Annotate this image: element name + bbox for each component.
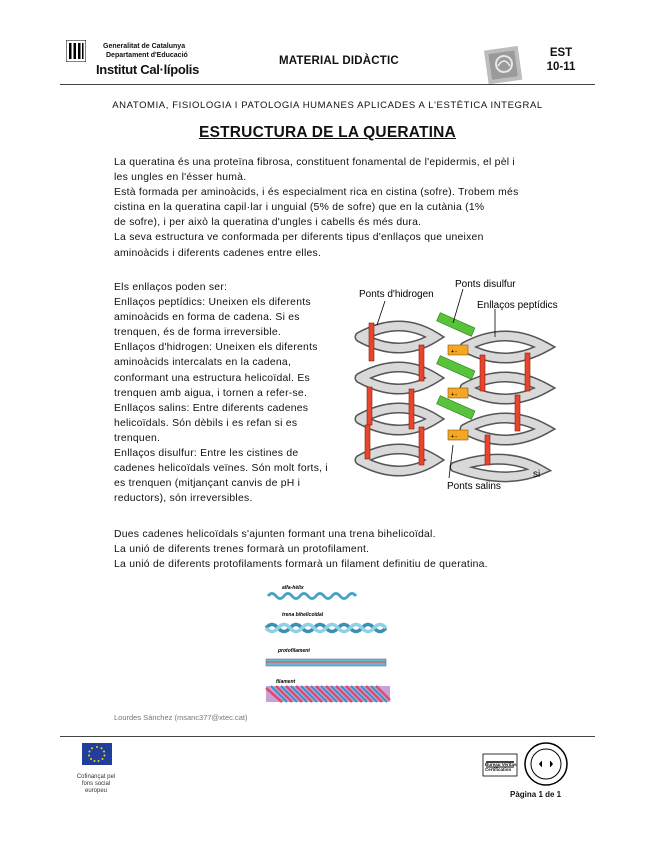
intro-line: La seva estructura ve conformada per diferents tipus d'enllaços que uneixen	[114, 232, 484, 244]
author-credit: Lourdes Sánchez (msanc377@xtec.cat)	[114, 713, 248, 722]
bonds-line: Els enllaços poden ser:	[114, 282, 228, 293]
bonds-line: trenquen.	[114, 432, 161, 444]
code-line-2: 10-11	[546, 61, 576, 73]
intro-paragraph	[114, 155, 554, 261]
page-title: ESTRUCTURA DE LA QUERATINA	[199, 124, 456, 141]
disulfide-bridges	[437, 313, 475, 420]
document-code	[540, 46, 582, 74]
intro-line: La queratina és una proteïna fibrosa, constituent fonamental de l'epidermis, el pèl i	[114, 157, 515, 168]
header-divider	[60, 84, 595, 85]
salt-sign: + -	[451, 434, 457, 440]
bonds-line: Enllaços salins: Entre diferents cadenes	[114, 402, 309, 414]
label-alpha-helix: alfa-hèlix	[282, 585, 304, 591]
alpha-helix-fiber	[268, 594, 356, 599]
bonds-line: aminoàcids intercalats en la cadena,	[114, 357, 292, 369]
eu-caption	[70, 774, 122, 795]
bonds-line: Enllaços peptídics: Uneixen els diferents	[114, 297, 311, 309]
bonds-line: Enllaços disulfur: Entre les cistines de	[114, 448, 299, 460]
bonds-line: Enllaços d'hidrogen: Uneixen els diferents	[114, 342, 318, 354]
org-name	[103, 42, 188, 60]
label-filament: filament	[276, 679, 296, 685]
keratin-diagram	[345, 275, 575, 495]
bonds-line: es trenquen (mitjançant canvis de pH i	[114, 478, 301, 490]
intro-line: de sofre), i per això la queratina d'ungles i cabells és més dura.	[114, 217, 422, 229]
bonds-line: reductors), són irreversibles.	[114, 493, 253, 505]
intro-line: aminoàcids i diferents cadenes entre elles.	[114, 247, 322, 259]
intro-line: Està formada per aminoàcids, i és especialment rica en cistina (sofre). Trobem més	[114, 187, 519, 199]
institute-name: Institut Cal·lípolis	[96, 62, 200, 77]
institute-seal-icon	[484, 44, 524, 84]
code-line-1: EST	[549, 47, 573, 59]
disulfide-leader	[453, 289, 463, 323]
certification-caption-line: Certification	[485, 767, 512, 772]
bonds-line: trenquen amb aigua, i tornen a refer-se.	[114, 387, 308, 399]
intro-line: cistina en la queratina capil·lar i unguial (5% de sofre) que en la cutània (1%	[114, 202, 485, 214]
page-number: Pàgina 1 de 1	[510, 790, 562, 799]
label-disulfide: Ponts disulfur	[455, 279, 516, 290]
bonds-list	[114, 280, 354, 506]
label-protofilament: protofilament	[278, 648, 310, 654]
label-hydrogen: Ponts d'hidrogen	[359, 289, 434, 300]
outro-line: La unió de diferents protofilaments formarà un filament definitiu de queratina.	[114, 559, 488, 571]
filament-fiber	[266, 686, 390, 702]
org-line-2: Departament d'Educació	[106, 52, 188, 59]
keratin-diagram-svg	[345, 275, 575, 495]
outro-line: Dues cadenes helicoïdals s'ajunten formant una trena bihelicoïdal.	[114, 529, 436, 540]
generalitat-logo-icon	[66, 40, 86, 62]
material-label: MATERIAL DIDÀCTIC	[279, 55, 399, 67]
certification-caption-line: Bureau Veritas	[485, 762, 517, 767]
fiber-hierarchy-figure	[262, 582, 398, 710]
outro-line: La unió de diferents trenes formarà un protofilament.	[114, 544, 370, 556]
bonds-line: helicoïdals. Són dèbils i es refan si es	[114, 417, 298, 429]
intro-line: les ungles en l'ésser humà.	[114, 172, 247, 184]
bonds-line: cadenes helicoïdals veïnes. Són molt forts, i	[114, 463, 328, 475]
label-si: si	[533, 469, 541, 480]
bonds-line: trenquen, és de forma irreversible.	[114, 327, 281, 339]
salt-leader	[449, 445, 453, 478]
footer-divider	[60, 736, 595, 737]
eu-caption-line: fons social	[81, 781, 111, 787]
label-salt: Ponts salins	[447, 481, 501, 492]
bonds-line: aminoàcids en forma de cadena. Si es	[114, 312, 300, 324]
course-subtitle: ANATOMIA, FISIOLOGIA I PATOLOGIA HUMANES APLICADES A L'ESTÈTICA INTEGRAL	[112, 100, 543, 111]
certification-caption	[485, 762, 517, 772]
salt-sign: + -	[451, 349, 457, 355]
label-peptide: Enllaços peptídics	[477, 300, 558, 311]
outro-paragraph	[114, 527, 554, 572]
salt-sign: + -	[451, 392, 457, 398]
org-line-1: Generalitat de Catalunya	[103, 43, 186, 50]
bonds-line: conformant una estructura helicoïdal. Es	[114, 372, 310, 384]
hydrogen-leader	[377, 301, 385, 325]
eu-caption-line: Cofinançat pel	[76, 774, 116, 780]
label-braid: trena bihelicoïdal	[282, 612, 324, 618]
eu-caption-line: europeu	[84, 788, 108, 794]
fiber-hierarchy-svg	[262, 582, 398, 710]
eu-flag-icon	[82, 743, 112, 765]
